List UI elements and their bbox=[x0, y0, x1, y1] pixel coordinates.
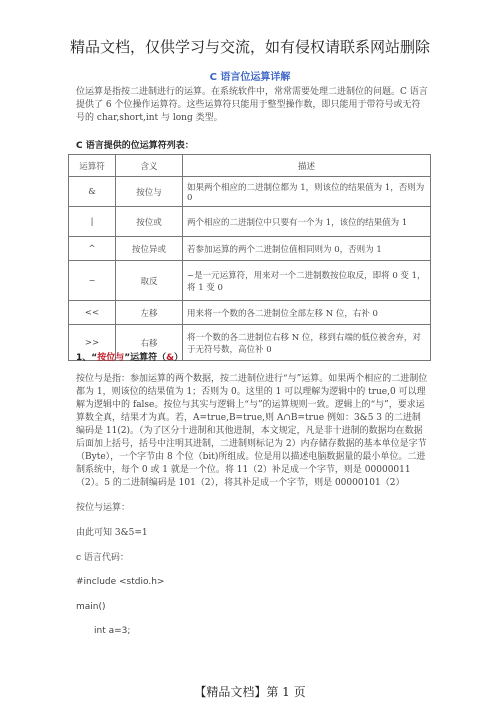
table-row bbox=[69, 237, 431, 261]
meaning-cell: 右移 bbox=[116, 325, 183, 361]
meaning-cell: 按位或 bbox=[116, 207, 183, 237]
code-line: main() bbox=[76, 602, 106, 612]
table-row bbox=[69, 207, 431, 237]
section-symbol: & bbox=[166, 353, 174, 363]
description-cell: 如果两个相应的二进制位都为 1，则该位的结果值为 1，否则为 0 bbox=[183, 177, 431, 207]
table-row bbox=[69, 261, 431, 301]
operator-cell: & bbox=[69, 177, 116, 207]
meaning-cell: 左移 bbox=[116, 301, 183, 325]
description-cell: ~是一元运算符，用来对一个二进制数按位取反，即将 0 变 1，将 1 变 0 bbox=[183, 261, 431, 301]
page-footer: 【精品文档】第 1 页 bbox=[194, 685, 306, 699]
code-line: int a=3; bbox=[94, 626, 131, 636]
section-body: 按位与是指：参加运算的两个数据，按二进制位进行“与”运算。如果两个相应的二进制位都为 1，则该位的结果值为 1；否则为 0。这里的 1 可以理解为逻辑中的 true,0 可以理解为逻辑中的 false。按位与其实与逻辑上“与”的运算规则一致。逻辑上的“与”，要求运算数全真，结果才为真。若，A=true,B=true,则 A∩B=true 例如：3&5 3 的二进制编码是 11(2)。（为了区分十进制和其他进制，本文规定，凡是非十进制的数据均在数据后面加上括号，括号中注明其进制，二进制则标记为 2）内存储存数据的基本单位是字节（Byte），一个字节由 8 个位（bit)所组成。位是用以描述电脑数据量的最小单位。二进制系统中，每个 0 或 1 就是一个位。将 11（2）补足成一个字节，则是 00000011（2）。5 的二进制编码是 101（2），将其补足成一个字节，则是 00000101（2） bbox=[76, 374, 428, 488]
document-title: C 语言位运算详解 bbox=[209, 72, 291, 83]
table-header-row bbox=[69, 155, 431, 177]
meaning-cell: 按位异或 bbox=[116, 237, 183, 261]
operator-cell: | bbox=[69, 207, 116, 237]
section-middle: ”运算符（ bbox=[124, 353, 167, 363]
code-label: c 语言代码： bbox=[76, 553, 129, 563]
table-heading: C 语言提供的位运算符列表： bbox=[76, 141, 194, 151]
operator-cell: ~ bbox=[69, 261, 116, 301]
description-cell: 两个相应的二进制位中只要有一个为 1，该位的结果值为 1 bbox=[183, 207, 431, 237]
code-line: #include <stdio.h> bbox=[76, 577, 165, 587]
col-header-meaning: 含义 bbox=[116, 155, 183, 177]
section-highlight: 按位与 bbox=[97, 353, 125, 363]
intro-paragraph: 位运算是指按二进制进行的运算。在系统软件中，常常需要处理二进制位的问题。C 语言提供了 6 个位操作运算符。这些运算符只能用于整型操作数，即只能用于带符号或无符号的 char,short,int 与 long 类型。 bbox=[76, 87, 428, 123]
section-heading bbox=[76, 350, 183, 363]
description-cell: 将一个数的各二进制位右移 N 位，移到右端的低位被舍弃，对于无符号数，高位补 0 bbox=[183, 325, 431, 361]
description-cell: 若参加运算的两个二进制位值相同则为 0，否则为 1 bbox=[183, 237, 431, 261]
table-row bbox=[69, 301, 431, 325]
operator-cell: ^ bbox=[69, 237, 116, 261]
operator-cell: >> bbox=[69, 325, 116, 361]
operator-table bbox=[68, 154, 431, 361]
section-prefix: 1、“ bbox=[76, 353, 98, 363]
meaning-cell: 按位与 bbox=[116, 177, 183, 207]
section-suffix: ） bbox=[173, 353, 183, 363]
col-header-operator: 运算符 bbox=[69, 155, 116, 177]
and-operation-label: 按位与运算： bbox=[76, 503, 131, 513]
description-cell: 用来将一个数的各二进制位全部左移 N 位，右补 0 bbox=[183, 301, 431, 325]
result-line: 由此可知 3&5=1 bbox=[76, 528, 148, 538]
col-header-description: 描述 bbox=[183, 155, 431, 177]
table-row bbox=[69, 177, 431, 207]
page-header: 精品文档，仅供学习与交流，如有侵权请联系网站删除 bbox=[69, 38, 430, 56]
operator-cell: << bbox=[69, 301, 116, 325]
meaning-cell: 取反 bbox=[116, 261, 183, 301]
